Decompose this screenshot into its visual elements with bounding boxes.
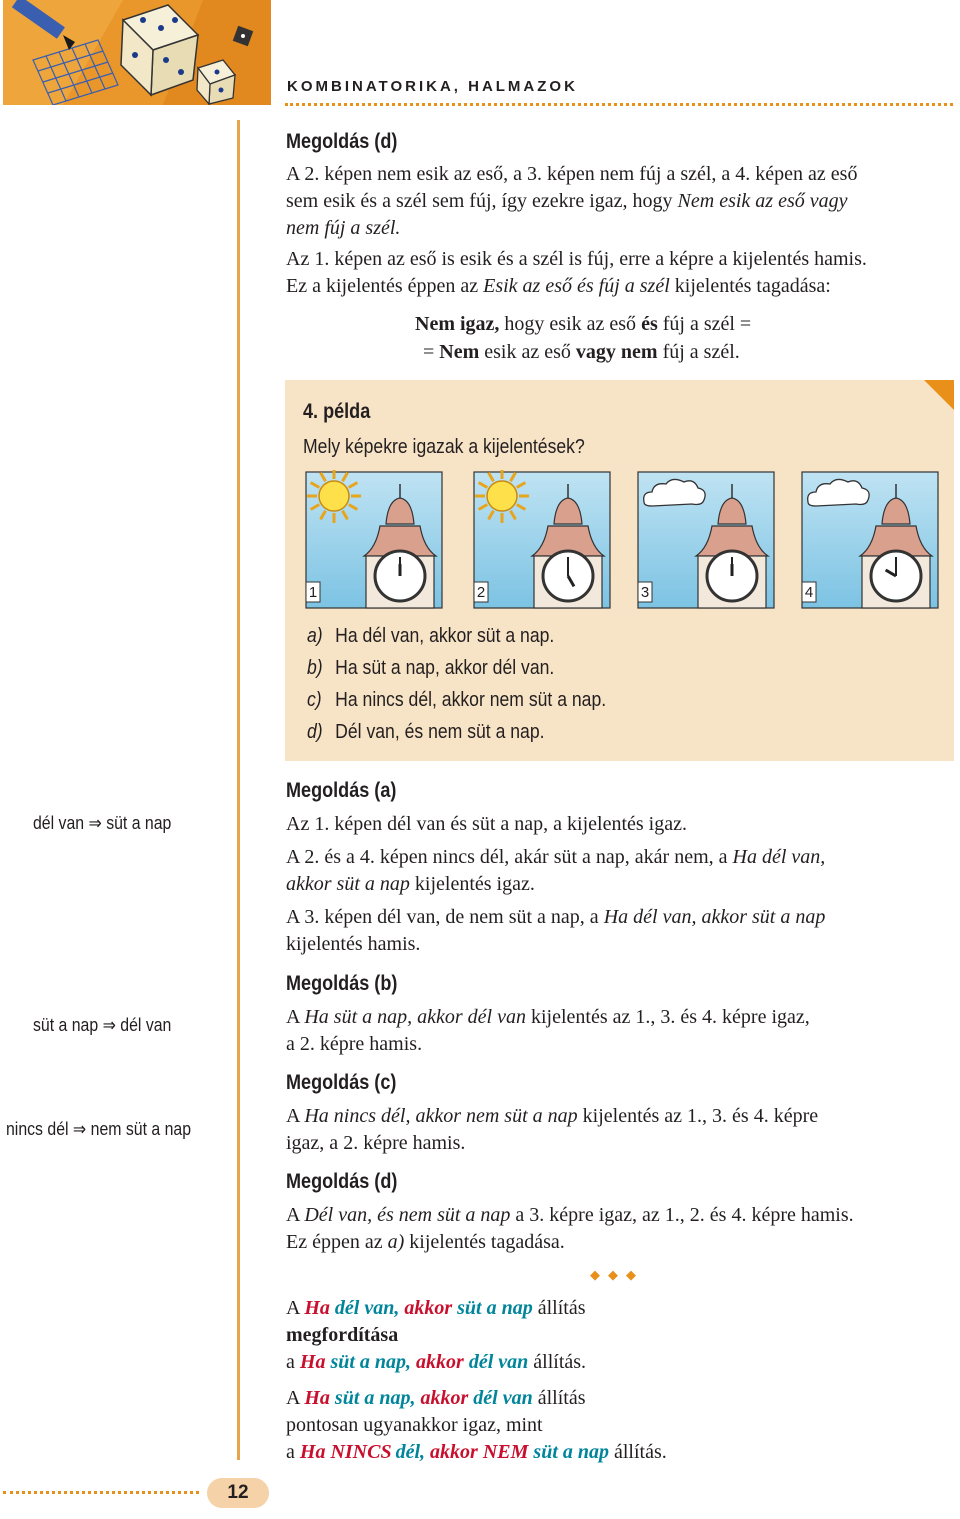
header-dotted-rule [285, 103, 953, 106]
text-span: állítás. [614, 1441, 667, 1463]
item-label: d) [307, 721, 323, 743]
condition-span: dél, [395, 1441, 426, 1463]
text-span: állítás [537, 1297, 586, 1319]
solution-b-text [286, 1004, 956, 1058]
solution-d-heading: Megoldás (d) [286, 130, 398, 153]
text-span: = [423, 341, 440, 363]
text-span: fúj a szél. [657, 341, 740, 363]
implies-arrow-icon: ⇒ [88, 813, 102, 834]
condition-span: süt a nap, [330, 1351, 412, 1373]
condition-span: dél van [468, 1351, 529, 1373]
keyword-span: Ha [304, 1387, 330, 1409]
list-item [307, 620, 606, 652]
text-span: állítás. [533, 1351, 587, 1373]
summary-line [286, 1439, 926, 1466]
italic-span: Ha süt a nap, akkor dél van [304, 1006, 526, 1028]
text-line: Az 1. képen dél van és süt a nap, a kijelentés igaz. [286, 813, 687, 835]
text-line: igaz, a 2. képre hamis. [286, 1132, 466, 1154]
summary-line [286, 1295, 926, 1322]
italic-span: Dél van, és nem süt a nap [304, 1204, 511, 1226]
solution-a-heading: Megoldás (a) [286, 779, 397, 802]
margin-rule [237, 120, 240, 1460]
italic-span: Ha nincs dél, akkor nem süt a nap [304, 1105, 578, 1127]
text-span: A [286, 1387, 305, 1409]
text-line [286, 1004, 956, 1031]
formula-line-2 [423, 339, 740, 366]
sidenote-3 [6, 1119, 191, 1140]
chapter-title: KOMBINATORIKA, HALMAZOK [287, 78, 578, 95]
text-span: állítás [537, 1387, 586, 1409]
condition-span: dél van [473, 1387, 533, 1409]
keyword-span: akkor [430, 1441, 478, 1463]
sidenote-left: süt a nap [33, 1015, 99, 1035]
example-corner-triangle [924, 380, 954, 410]
solution-d-text [286, 161, 956, 300]
text-line: Az 1. képen az eső is esik és a szél is fúj, erre a képre a kijelentés hamis. [286, 248, 867, 270]
text-line [286, 1202, 956, 1229]
text-span: kijelentés tagadása. [404, 1231, 565, 1253]
picture-number: 1 [308, 584, 318, 601]
picture-2 [474, 470, 610, 608]
bold-span: Nem igaz, [415, 313, 500, 335]
text-span: kijelentés igaz. [409, 873, 535, 895]
italic-span: Ha dél van, [732, 846, 826, 868]
bold-span: és [641, 313, 658, 335]
keyword-span: akkor [416, 1351, 464, 1373]
sun-disc [319, 481, 349, 511]
text-span: sem esik és a szél sem fúj, így ezekre igaz, hogy [286, 190, 678, 212]
item-text: Ha süt a nap, akkor dél van. [335, 657, 555, 679]
condition-span: dél van, [334, 1297, 400, 1319]
summary-line [286, 1385, 926, 1412]
picture-3 [638, 472, 774, 608]
italic-span: Nem esik az eső vagy [677, 190, 848, 212]
sidenote-right: süt a nap [106, 813, 172, 833]
sidenote-left: dél van [33, 813, 85, 833]
solution-d2-heading: Megoldás (d) [286, 1170, 398, 1193]
keyword-span: Ha [304, 1297, 330, 1319]
text-span: A [286, 1204, 305, 1226]
example-title: 4. példa [303, 400, 371, 423]
clock-pictures [300, 470, 940, 612]
italic-span: nem fúj a szél. [286, 217, 401, 239]
summary-line [286, 1349, 926, 1376]
sun-disc [487, 481, 517, 511]
condition-span: süt a nap [533, 1441, 609, 1463]
text-line [286, 188, 956, 215]
italic-span: Ha dél van, akkor süt a nap [603, 906, 826, 928]
item-text: Dél van, és nem süt a nap. [335, 721, 545, 743]
keyword-span: akkor [404, 1297, 453, 1319]
example-items [307, 620, 606, 748]
text-line: kijelentés hamis. [286, 933, 421, 955]
text-span: esik az eső [479, 341, 576, 363]
implies-arrow-icon: ⇒ [72, 1119, 87, 1140]
text-line [286, 215, 956, 242]
summary-block [286, 1295, 926, 1466]
condition-span: süt a nap [457, 1297, 533, 1319]
sidenote-right: dél van [120, 1015, 172, 1035]
text-span: kijelentés tagadása: [669, 275, 831, 297]
sidenote-right: nem süt a nap [90, 1119, 192, 1139]
item-label: c) [307, 689, 322, 711]
text-line [286, 273, 956, 300]
item-label: b) [307, 657, 323, 679]
solution-c-text [286, 1103, 956, 1157]
dice-pencil-illustration [3, 0, 271, 105]
page-number: 12 [207, 1478, 269, 1508]
text-span: A 2. és a 4. képen nincs dél, akár süt a nap, akár nem, a [286, 846, 733, 868]
formula-line-1 [415, 311, 751, 338]
italic-span: a) [387, 1231, 405, 1253]
sidenote-2 [33, 1015, 171, 1036]
bold-span: vagy nem [575, 341, 658, 363]
diamond-separator: ◆◆◆ [590, 1268, 644, 1283]
text-span: kijelentés az 1., 3. és 4. képre igaz, [525, 1006, 810, 1028]
text-line [286, 904, 956, 931]
text-span: Ez a kijelentés éppen az [286, 275, 484, 297]
summary-line: megfordítása [286, 1324, 399, 1346]
text-span: Ez éppen az [286, 1231, 388, 1253]
italic-span: Esik az eső és fúj a szél [483, 275, 670, 297]
text-line: a 2. képre hamis. [286, 1033, 423, 1055]
summary-line: pontosan ugyanakkor igaz, mint [286, 1414, 543, 1436]
item-text: Ha nincs dél, akkor nem süt a nap. [335, 689, 607, 711]
text-span: A 3. képen dél van, de nem süt a nap, a [286, 906, 604, 928]
bold-span: Nem [439, 341, 480, 363]
text-span: hogy esik az eső [499, 313, 642, 335]
picture-number: 3 [640, 584, 650, 601]
keyword-span: NINCS [330, 1441, 392, 1463]
picture-number: 2 [476, 584, 486, 601]
sidenote-left: nincs dél [6, 1119, 69, 1139]
keyword-span: akkor [420, 1387, 469, 1409]
text-line [286, 1229, 956, 1256]
item-text: Ha dél van, akkor süt a nap. [335, 625, 555, 647]
keyword-span: NEM [482, 1441, 529, 1463]
text-span: A [286, 1105, 305, 1127]
implies-arrow-icon: ⇒ [102, 1015, 116, 1036]
picture-4 [802, 472, 938, 608]
text-span: A [286, 1297, 305, 1319]
item-label: a) [307, 625, 323, 647]
solution-a-text [286, 811, 956, 958]
solution-d2-text [286, 1202, 956, 1256]
list-item [307, 684, 606, 716]
text-line [286, 844, 956, 871]
solution-c-heading: Megoldás (c) [286, 1071, 397, 1094]
text-line [286, 871, 956, 898]
keyword-span: Ha [299, 1351, 326, 1373]
text-line [286, 1103, 956, 1130]
list-item [307, 652, 606, 684]
keyword-span: Ha [299, 1441, 326, 1463]
header-illustration [3, 0, 271, 105]
picture-1 [306, 470, 442, 608]
text-span: a 3. képre igaz, az 1., 2. és 4. képre hamis. [510, 1204, 854, 1226]
list-item [307, 716, 606, 748]
text-span: A [286, 1006, 305, 1028]
text-line: A 2. képen nem esik az eső, a 3. képen nem fúj a szél, a 4. képen az eső [286, 163, 858, 185]
sidenote-1 [33, 813, 171, 834]
picture-number: 4 [804, 584, 814, 601]
italic-span: akkor süt a nap [286, 873, 410, 895]
example-question: Mely képekre igazak a kijelentések? [303, 436, 585, 458]
text-span: a [286, 1351, 300, 1373]
text-span: a [286, 1441, 300, 1463]
condition-span: süt a nap, [334, 1387, 416, 1409]
solution-b-heading: Megoldás (b) [286, 972, 398, 995]
text-span: fúj a szél = [657, 313, 752, 335]
text-span: kijelentés az 1., 3. és 4. képre [577, 1105, 819, 1127]
footer-dotted-rule [3, 1491, 199, 1494]
